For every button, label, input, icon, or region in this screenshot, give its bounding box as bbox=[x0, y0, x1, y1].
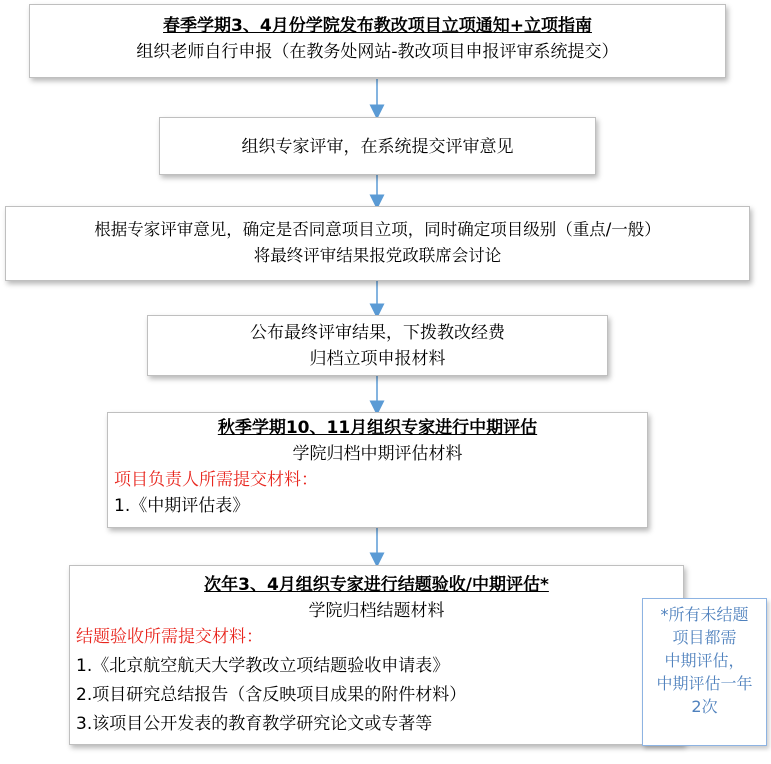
step-1-title: 春季学期3、4月份学院发布教改项目立项通知+立项指南 bbox=[163, 16, 592, 36]
note-line-2: 项目都需 bbox=[672, 628, 737, 647]
step-6-item-1: 1.《北京航空航天大学教改立项结题验收申请表》 bbox=[76, 656, 450, 676]
step-5-box bbox=[107, 412, 648, 528]
side-note bbox=[642, 598, 767, 746]
step-5-item-1: 1.《中期评估表》 bbox=[114, 496, 250, 516]
step-3-line-2: 将最终评审结果报党政联席会讨论 bbox=[253, 246, 502, 265]
step-6-box bbox=[69, 565, 684, 745]
step-1-line: 组织老师自行申报（在教务处网站-教改项目申报评审系统提交） bbox=[136, 42, 619, 62]
note-line-3: 中期评估， bbox=[664, 651, 745, 670]
step-5-title: 秋季学期10、11月组织专家进行中期评估 bbox=[217, 418, 538, 438]
step-2-box bbox=[159, 117, 596, 175]
step-1-box bbox=[29, 4, 726, 78]
step-2-line: 组织专家评审，在系统提交评审意见 bbox=[241, 137, 514, 157]
note-line-1: *所有未结题 bbox=[660, 605, 749, 624]
step-4-line-2: 归档立项申报材料 bbox=[309, 349, 446, 369]
step-6-item-3: 3.该项目公开发表的教育教学研究论文或专著等 bbox=[76, 714, 433, 734]
step-3-line-1: 根据专家评审意见，确定是否同意项目立项，同时确定项目级别（重点/一般） bbox=[94, 220, 661, 239]
step-5-line: 学院归档中期评估材料 bbox=[292, 444, 463, 464]
step-4-line-1: 公布最终评审结果，下拨教改经费 bbox=[250, 323, 505, 343]
step-6-title: 次年3、4月组织专家进行结题验收/中期评估* bbox=[204, 575, 549, 595]
step-4-box bbox=[147, 315, 608, 376]
step-6-item-2: 2.项目研究总结报告（含反映项目成果的附件材料） bbox=[76, 685, 467, 705]
note-line-4: 中期评估一年 bbox=[656, 674, 753, 693]
note-line-5: 2次 bbox=[691, 697, 718, 716]
step-5-required-label: 项目负责人所需提交材料： bbox=[114, 470, 318, 490]
step-6-line: 学院归档结题材料 bbox=[308, 601, 445, 621]
step-6-required-label: 结题验收所需提交材料： bbox=[76, 627, 263, 647]
step-3-box bbox=[5, 206, 750, 281]
